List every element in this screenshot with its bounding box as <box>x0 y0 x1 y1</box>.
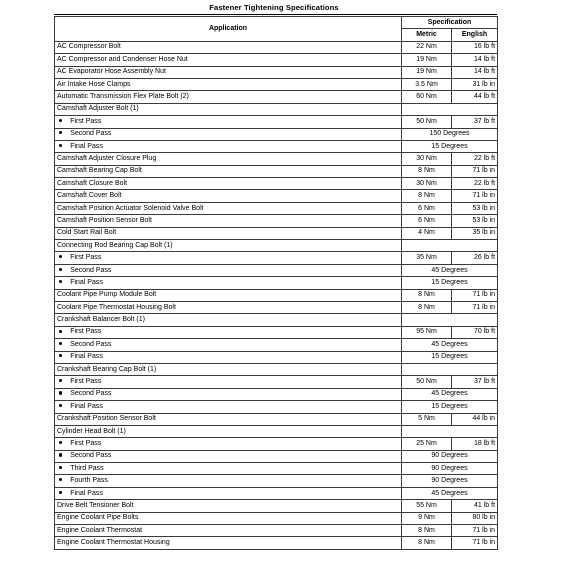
pass-cell <box>55 487 402 499</box>
english-cell: 14 lb ft <box>452 54 498 66</box>
table-row <box>55 116 498 128</box>
pass-label: Fourth Pass <box>70 477 108 485</box>
application-cell: Camshaft Cover Bolt <box>55 190 402 202</box>
bullet-icon <box>59 379 62 382</box>
angle-cell: 45 Degrees <box>402 264 498 276</box>
empty-cell <box>402 240 498 252</box>
empty-cell <box>402 425 498 437</box>
pass-cell <box>55 401 402 413</box>
bullet-icon <box>59 466 62 469</box>
table-row <box>55 128 498 140</box>
english-cell: 35 lb in <box>452 227 498 239</box>
pass-label: Second Pass <box>70 340 112 348</box>
metric-cell: 22 Nm <box>402 41 452 53</box>
table-row <box>55 252 498 264</box>
table-row <box>55 91 498 103</box>
table-body <box>55 41 498 549</box>
pass-label: First Pass <box>70 117 102 125</box>
english-cell: 18 lb ft <box>452 438 498 450</box>
application-cell: Engine Coolant Thermostat <box>55 525 402 537</box>
table-row <box>55 54 498 66</box>
table-row <box>55 314 498 326</box>
table-row <box>55 215 498 227</box>
specification-header: Specification <box>402 17 498 29</box>
english-cell: 41 lb ft <box>452 500 498 512</box>
application-cell: AC Compressor and Condenser Hose Nut <box>55 54 402 66</box>
metric-cell: 8 Nm <box>402 165 452 177</box>
table-row <box>55 413 498 425</box>
metric-cell: 30 Nm <box>402 153 452 165</box>
pass-cell <box>55 339 402 351</box>
bullet-icon <box>59 255 62 258</box>
bullet-icon <box>59 342 62 345</box>
pass-cell <box>55 128 402 140</box>
angle-cell: 45 Degrees <box>402 388 498 400</box>
english-cell: 37 lb ft <box>452 376 498 388</box>
metric-cell: 55 Nm <box>402 500 452 512</box>
application-cell: Drive Belt Tensioner Bolt <box>55 500 402 512</box>
english-cell: 53 lb in <box>452 202 498 214</box>
table-row <box>55 438 498 450</box>
application-cell: Camshaft Adjuster Closure Plug <box>55 153 402 165</box>
pass-cell <box>55 388 402 400</box>
application-cell: Air Intake Hose Clamps <box>55 78 402 90</box>
pass-cell <box>55 463 402 475</box>
application-cell: Camshaft Position Sensor Bolt <box>55 215 402 227</box>
table-row <box>55 165 498 177</box>
english-header: English <box>452 29 498 41</box>
bullet-icon <box>59 453 62 456</box>
english-cell: 22 lb ft <box>452 178 498 190</box>
table-row <box>55 450 498 462</box>
english-cell: 71 lb in <box>452 301 498 313</box>
pass-label: First Pass <box>70 378 102 386</box>
empty-cell <box>402 363 498 375</box>
pass-label: Third Pass <box>70 464 104 472</box>
angle-cell: 15 Degrees <box>402 140 498 152</box>
application-cell: Camshaft Bearing Cap Bolt <box>55 165 402 177</box>
metric-cell: 25 Nm <box>402 438 452 450</box>
table-row <box>55 475 498 487</box>
application-cell: Cold Start Rail Bolt <box>55 227 402 239</box>
application-header: Application <box>55 17 402 42</box>
table-row <box>55 41 498 53</box>
table-row <box>55 140 498 152</box>
table-row <box>55 289 498 301</box>
application-cell: Camshaft Position Actuator Solenoid Valve Bolt <box>55 202 402 214</box>
metric-cell: 3.5 Nm <box>402 78 452 90</box>
pass-cell <box>55 264 402 276</box>
table-row <box>55 376 498 388</box>
metric-cell: 60 Nm <box>402 91 452 103</box>
bullet-icon <box>59 330 62 333</box>
angle-cell: 15 Degrees <box>402 277 498 289</box>
table-row <box>55 202 498 214</box>
metric-cell: 6 Nm <box>402 202 452 214</box>
table-row <box>55 301 498 313</box>
bullet-icon <box>59 478 62 481</box>
application-cell: AC Compressor Bolt <box>55 41 402 53</box>
pass-label: First Pass <box>70 254 102 262</box>
metric-cell: 95 Nm <box>402 326 452 338</box>
angle-cell: 90 Degrees <box>402 475 498 487</box>
bullet-icon <box>59 119 62 122</box>
pass-label: Final Pass <box>70 489 103 497</box>
table-row <box>55 178 498 190</box>
table-row <box>55 388 498 400</box>
metric-cell: 8 Nm <box>402 289 452 301</box>
table-row <box>55 363 498 375</box>
english-cell: 16 lb ft <box>452 41 498 53</box>
bullet-icon <box>59 404 62 407</box>
pass-label: Second Pass <box>70 452 112 460</box>
metric-cell: 6 Nm <box>402 215 452 227</box>
metric-cell: 19 Nm <box>402 66 452 78</box>
table-row <box>55 326 498 338</box>
english-cell: 44 lb ft <box>452 91 498 103</box>
pass-label: Final Pass <box>70 142 103 150</box>
metric-cell: 19 Nm <box>402 54 452 66</box>
english-cell: 71 lb in <box>452 289 498 301</box>
table-row <box>55 525 498 537</box>
metric-cell: 5 Nm <box>402 413 452 425</box>
table-row <box>55 103 498 115</box>
angle-cell: 90 Degrees <box>402 463 498 475</box>
english-cell: 22 lb ft <box>452 153 498 165</box>
fastener-spec-table <box>54 16 498 550</box>
metric-cell: 8 Nm <box>402 301 452 313</box>
group-label: Crankshaft Bearing Cap Bolt (1) <box>55 363 402 375</box>
table-row <box>55 240 498 252</box>
metric-cell: 8 Nm <box>402 190 452 202</box>
table-row <box>55 463 498 475</box>
group-label: Connecting Rod Bearing Cap Bolt (1) <box>55 240 402 252</box>
bullet-icon <box>59 131 62 134</box>
english-cell: 53 lb in <box>452 215 498 227</box>
bullet-icon <box>59 280 62 283</box>
english-cell: 14 lb ft <box>452 66 498 78</box>
pass-cell <box>55 475 402 487</box>
bullet-icon <box>59 268 62 271</box>
table-row <box>55 277 498 289</box>
application-cell: Coolant Pipe Thermostat Housing Bolt <box>55 301 402 313</box>
pass-cell <box>55 326 402 338</box>
english-cell: 71 lb in <box>452 537 498 549</box>
table-row <box>55 190 498 202</box>
metric-cell: 35 Nm <box>402 252 452 264</box>
angle-cell: 45 Degrees <box>402 339 498 351</box>
group-label: Camshaft Adjuster Bolt (1) <box>55 103 402 115</box>
metric-cell: 9 Nm <box>402 512 452 524</box>
metric-cell: 50 Nm <box>402 116 452 128</box>
english-cell: 71 lb in <box>452 190 498 202</box>
english-cell: 71 lb in <box>452 165 498 177</box>
pass-cell <box>55 277 402 289</box>
english-cell: 37 lb ft <box>452 116 498 128</box>
group-label: Crankshaft Balancer Bolt (1) <box>55 314 402 326</box>
angle-cell: 150 Degrees <box>402 128 498 140</box>
table-row <box>55 401 498 413</box>
pass-label: Final Pass <box>70 353 103 361</box>
metric-cell: 4 Nm <box>402 227 452 239</box>
pass-label: First Pass <box>70 439 102 447</box>
pass-cell <box>55 140 402 152</box>
application-cell: Automatic Transmission Flex Plate Bolt (2) <box>55 91 402 103</box>
metric-cell: 30 Nm <box>402 178 452 190</box>
pass-cell <box>55 252 402 264</box>
metric-cell: 50 Nm <box>402 376 452 388</box>
metric-cell: 8 Nm <box>402 537 452 549</box>
pass-cell <box>55 450 402 462</box>
table-row <box>55 66 498 78</box>
pass-cell <box>55 351 402 363</box>
pass-label: Final Pass <box>70 278 103 286</box>
angle-cell: 15 Degrees <box>402 351 498 363</box>
bullet-icon <box>59 354 62 357</box>
empty-cell <box>402 103 498 115</box>
table-header-row <box>55 17 498 29</box>
angle-cell: 45 Degrees <box>402 487 498 499</box>
table-row <box>55 264 498 276</box>
angle-cell: 15 Degrees <box>402 401 498 413</box>
pass-label: First Pass <box>70 328 102 336</box>
application-cell: AC Evaporator Hose Assembly Nut <box>55 66 402 78</box>
table-row <box>55 487 498 499</box>
bullet-icon <box>59 441 62 444</box>
pass-cell <box>55 438 402 450</box>
table-row <box>55 339 498 351</box>
pass-label: Second Pass <box>70 130 112 138</box>
application-cell: Camshaft Closure Bolt <box>55 178 402 190</box>
document-title: Fastener Tightening Specifications <box>209 3 339 12</box>
bullet-icon <box>59 391 62 394</box>
table-row <box>55 500 498 512</box>
pass-label: Second Pass <box>70 390 112 398</box>
english-cell: 71 lb in <box>452 525 498 537</box>
metric-header: Metric <box>402 29 452 41</box>
table-row <box>55 153 498 165</box>
english-cell: 26 lb ft <box>452 252 498 264</box>
pass-label: Final Pass <box>70 402 103 410</box>
table-row <box>55 351 498 363</box>
table-row <box>55 78 498 90</box>
table-row <box>55 227 498 239</box>
application-cell: Engine Coolant Thermostat Housing <box>55 537 402 549</box>
pass-cell <box>55 376 402 388</box>
english-cell: 70 lb ft <box>452 326 498 338</box>
pass-label: Second Pass <box>70 266 112 274</box>
application-cell: Crankshaft Position Sensor Bolt <box>55 413 402 425</box>
title-rule <box>54 14 497 15</box>
angle-cell: 90 Degrees <box>402 450 498 462</box>
bullet-icon <box>59 144 62 147</box>
group-label: Cylinder Head Bolt (1) <box>55 425 402 437</box>
table-row <box>55 425 498 437</box>
english-cell: 44 lb in <box>452 413 498 425</box>
english-cell: 31 lb in <box>452 78 498 90</box>
metric-cell: 8 Nm <box>402 525 452 537</box>
bullet-icon <box>59 491 62 494</box>
pass-cell <box>55 116 402 128</box>
table-row <box>55 537 498 549</box>
table-row <box>55 512 498 524</box>
english-cell: 80 lb in <box>452 512 498 524</box>
application-cell: Coolant Pipe Pump Module Bolt <box>55 289 402 301</box>
application-cell: Engine Coolant Pipe Bolts <box>55 512 402 524</box>
empty-cell <box>402 314 498 326</box>
